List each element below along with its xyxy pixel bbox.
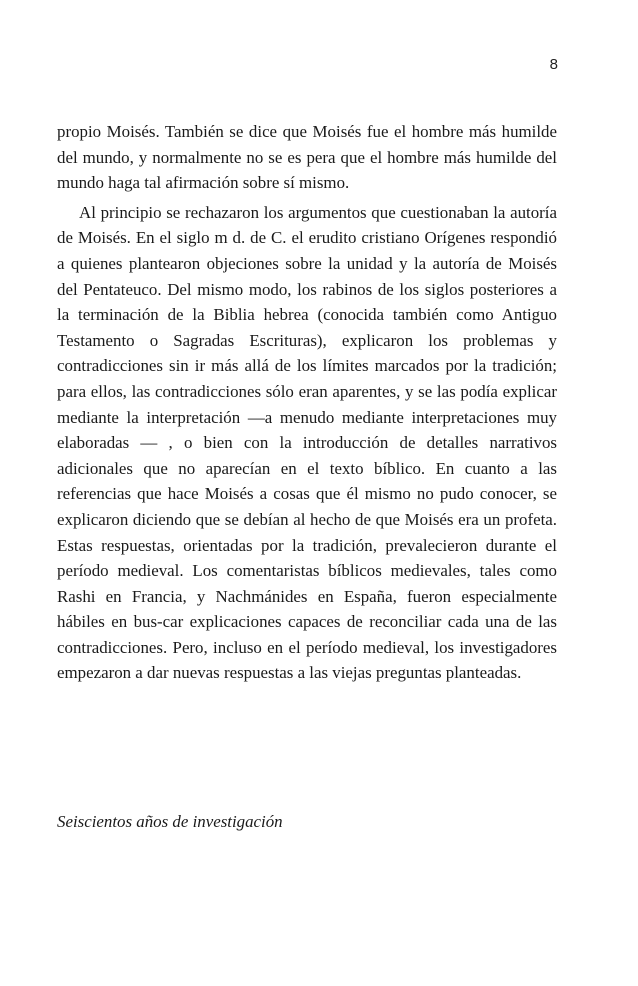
paragraph: Al principio se rechazaron los argumentos que cuestionaban la autoría de Moisés. En el siglo m d. de C. el erudito cristiano Orígenes respondió a quienes plantearon objeciones sobre la unidad y la autoría de Moisés del Pentateuco. Del mismo modo, los rabinos de los siglos posteriores a la terminación de la Biblia hebrea (conocida también como Antiguo Testamento o Sagradas Escrituras), explicaron los problemas y contradicciones sin ir más allá de los límites marcados por la tradición; para ellos, las contradicciones sólo eran aparentes, y se las podía explicar mediante la interpretación —a menudo mediante interpretaciones muy elaboradas — , o bien con la introducción de detalles narrativos adicionales que no aparecían en el texto bíblico. En cuanto a las referencias que hace Moisés a cosas que él mismo no pudo conocer, se explicaron diciendo que se debían al hecho de que Moisés era un profeta. Estas respuestas, orientadas por la tradición, prevalecieron durante el período medieval. Los comentaristas bíblicos medievales, tales como Rashi en Francia, y Nachmánides en España, fueron especialmente hábiles en bus-car explicaciones capaces de reconciliar cada una de las contradicciones. Pero, incluso en el período medieval, los investigadores empezaron a dar nuevas respuestas a las viejas preguntas planteadas.	[57, 202, 557, 683]
section-heading: Seiscientos años de investigación	[57, 812, 283, 831]
page-number: 8	[549, 56, 558, 73]
body-text	[57, 119, 557, 686]
paragraph-continuation: propio Moisés. También se dice que Moisés fue el hombre más humilde del mundo, y normalmente no se es pera que el hombre más humilde del mundo haga tal afirmación sobre sí mismo.	[57, 122, 557, 193]
